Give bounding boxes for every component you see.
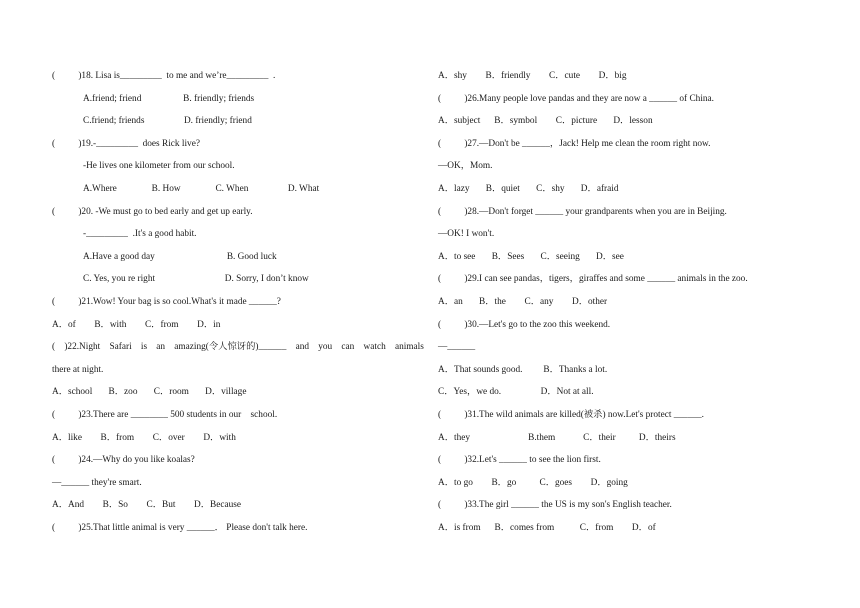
word: ( xyxy=(52,342,56,353)
option-line: A．is from B．comes from C．from D．of xyxy=(438,523,656,533)
word: amazing(令人惊讶的)______ xyxy=(174,342,287,353)
question-line: ( )21.Wow! Your bag is so cool.What's it made ______? xyxy=(52,297,281,307)
question-line: ( )18. Lisa is_________ to me and we’re_________ . xyxy=(52,71,276,81)
word: )22.Night xyxy=(64,342,101,353)
option-line: A.friend; friend B. friendly; friends xyxy=(83,93,255,104)
word: Safari xyxy=(109,342,132,353)
question-line: ( )29.I can see pandas，tigers，giraffes and some ______ animals in the zoo. xyxy=(438,274,748,285)
option-line: C.friend; friends D. friendly; friend xyxy=(83,116,252,127)
question-line: ( )20. -We must go to bed early and get up early. xyxy=(52,206,253,217)
word: watch xyxy=(363,342,386,353)
question-line: ( )32.Let's ______ to see the lion first. xyxy=(438,455,601,466)
option-line: there at night. xyxy=(52,364,104,375)
option-line: A．an B．the C．any D．other xyxy=(438,297,608,307)
option-line: —______ they're smart. xyxy=(52,477,142,488)
word: an xyxy=(156,342,166,353)
option-line: A．lazy B．quiet C．shy D．afraid xyxy=(438,184,619,194)
question-line: ( )33.The girl ______ the US is my son's English teacher. xyxy=(438,500,672,511)
word: and xyxy=(295,342,310,353)
word: you xyxy=(318,342,333,353)
option-line: —OK，Mom. xyxy=(438,161,493,172)
word: can xyxy=(341,342,355,353)
option-line: C. Yes, you re right D. Sorry, I don’t know xyxy=(83,274,309,285)
option-line: A.Have a good day B. Good luck xyxy=(83,251,277,262)
question-line: ( )25.That little animal is very ______． Please don't talk here. xyxy=(52,523,308,533)
option-line: A．That sounds good. B．Thanks a lot. xyxy=(438,364,608,375)
option-line: -_________ .It's a good habit. xyxy=(83,229,197,240)
option-line: —______ xyxy=(438,342,476,353)
option-line: A．subject B．symbol C．picture D．lesson xyxy=(438,116,653,127)
option-line: A.Where B. How C. When D. What xyxy=(83,184,320,194)
question-line: ( )19.-_________ does Rick live? xyxy=(52,138,200,149)
question-line-justified xyxy=(52,341,424,353)
word: is xyxy=(140,342,148,353)
word: animals xyxy=(394,342,424,353)
option-line: A．And B．So C．But D．Because xyxy=(52,500,242,511)
question-line: ( )28.—Don't forget ______ your grandparents when you are in Beijing. xyxy=(438,206,727,217)
option-line: A．school B．zoo C．room D．village xyxy=(52,387,247,398)
option-line: A．they B.them C．their D．theirs xyxy=(438,432,676,443)
option-line: —OK! I won't. xyxy=(438,229,495,240)
option-line: A．shy B．friendly C．cute D．big xyxy=(438,71,627,81)
option-line: A．like B．from C．over D．with xyxy=(52,432,236,443)
question-line: ( )31.The wild animals are killed(被杀) now.Let's protect ______. xyxy=(438,410,704,420)
question-line: ( )23.There are ________ 500 students in our school. xyxy=(52,410,278,420)
question-line: ( )24.—Why do you like koalas? xyxy=(52,455,195,466)
option-line: A．of B．with C．from D．in xyxy=(52,319,221,330)
option-line: -He lives one kilometer from our school. xyxy=(83,161,235,172)
question-line: ( )27.—Don't be ______，Jack! Help me clean the room right now. xyxy=(438,138,711,149)
question-line: ( )30.—Let's go to the zoo this weekend. xyxy=(438,319,611,330)
option-line: A．to see B．Sees C．seeing D．see xyxy=(438,251,624,262)
option-line: A．to go B．go C．goes D．going xyxy=(438,477,628,488)
question-line: ( )26.Many people love pandas and they are now a ______ of China. xyxy=(438,93,714,104)
option-line: C．Yes，we do. D．Not at all. xyxy=(438,387,594,398)
